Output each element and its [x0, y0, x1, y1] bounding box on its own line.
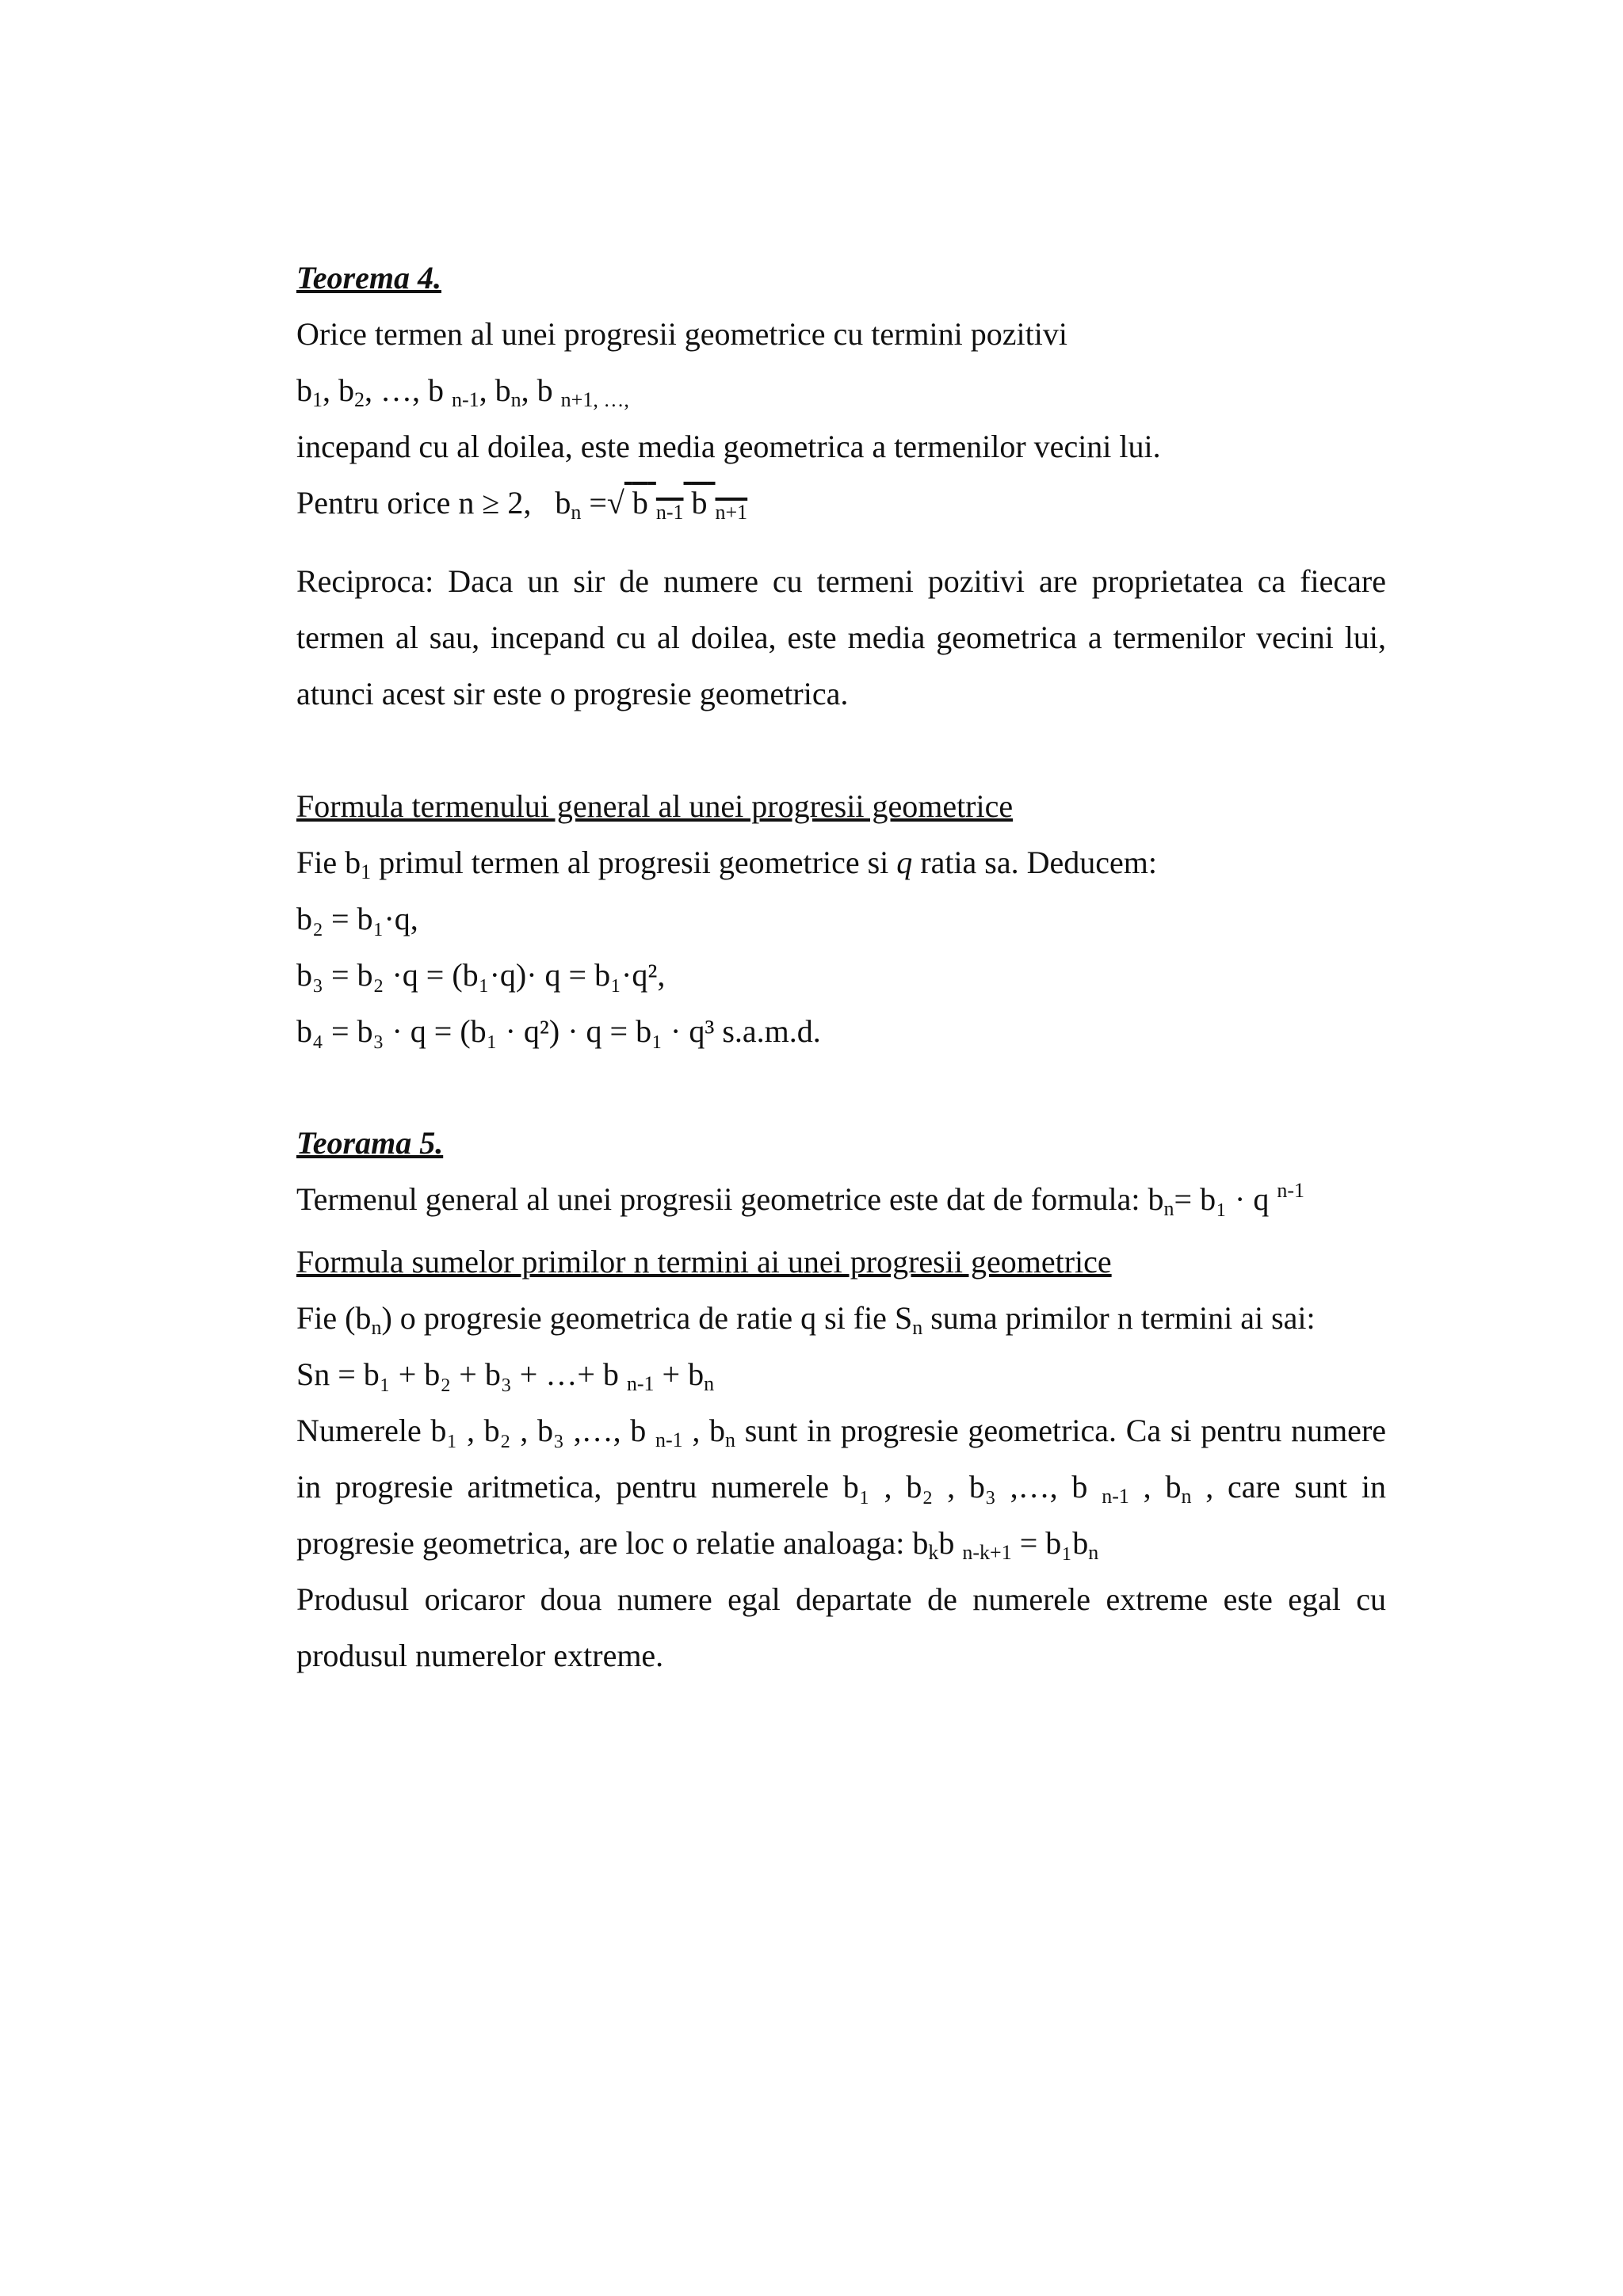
theorem5-statement: Termenul general al unei progresii geometrice este dat de formula: $b_n= b_1 \cdot q$ $^{n-1}$	[296, 1179, 1305, 1220]
document-body	[296, 250, 1386, 1684]
sum-section-title: Formula sumelor primilor n termini ai unei progresii geometrice	[296, 1244, 1112, 1280]
theorem4-title: Teorema 4.	[296, 260, 441, 296]
general-term-eq4: b₄ = b₃ · q = (b₁ · q²) · q = b₁ · q³ s.a.m.d.	[296, 1013, 821, 1049]
sum-relation-paragraph: Numerele b₁ , b₂ , b₃ ,…, b $_{n-1}$ , $b_n$ sunt in progresie geometrica. Ca si pentru numere in progresie aritmetica, pentru numerele b₁ , b₂ , b₃ ,…, b $_{n-1}$ , $b_n$ , care sunt in progresie geometrica, are loc o relatie analoaga: $b_kb$ $_{n-k+1} = b_1b_n$	[296, 1413, 1387, 1564]
theorem4-sequence: $b_1$, $b_2$, …, b $_{n-1}$, $b_n$, b $_{n+1, \dots,}$	[296, 372, 629, 411]
theorem4-statement-cont: incepand cu al doilea, este media geometrica a termenilor vecini lui.	[296, 429, 1161, 464]
theorem5-title: Teorama 5.	[296, 1125, 444, 1161]
theorem4-formula: Pentru orice n ≥ 2, $b_n$ =√ b $_{n-1}$ b $_{n+1}$	[296, 485, 748, 524]
general-term-intro: Fie $b_1$ primul termen al progresii geometrice si q ratia sa. Deducem:	[296, 845, 1157, 883]
general-term-eq3: b₃ = b₂ ·q = (b₁·q)· q = b₁·q²,	[296, 957, 666, 993]
sum-section-intro: Fie $(b_n)$ o progresie geometrica de ratie q si fie $S_n$ suma primilor n termini ai sai:	[296, 1300, 1316, 1339]
general-term-title: Formula termenului general al unei progresii geometrice	[296, 788, 1014, 824]
reciproca-paragraph: Reciproca: Daca un sir de numere cu termeni pozitivi are proprietatea ca fiecare termen al sau, incepand cu al doilea, este media geometrica a termenilor vecini lui, atunci acest sir este o progresie geometrica.	[296, 563, 1386, 711]
sum-equation: Sn = b₁ + b₂ + b₃ + …+ b $_{n-1} + b_n$	[296, 1356, 715, 1395]
general-term-eq2: b₂ = b₁·q,	[296, 901, 418, 936]
theorem4-statement: Orice termen al unei progresii geometrice cu termini pozitivi	[296, 316, 1067, 352]
product-paragraph: Produsul oricaror doua numere egal departate de numerele extreme este egal cu produsul numerelor extreme.	[296, 1581, 1386, 1673]
